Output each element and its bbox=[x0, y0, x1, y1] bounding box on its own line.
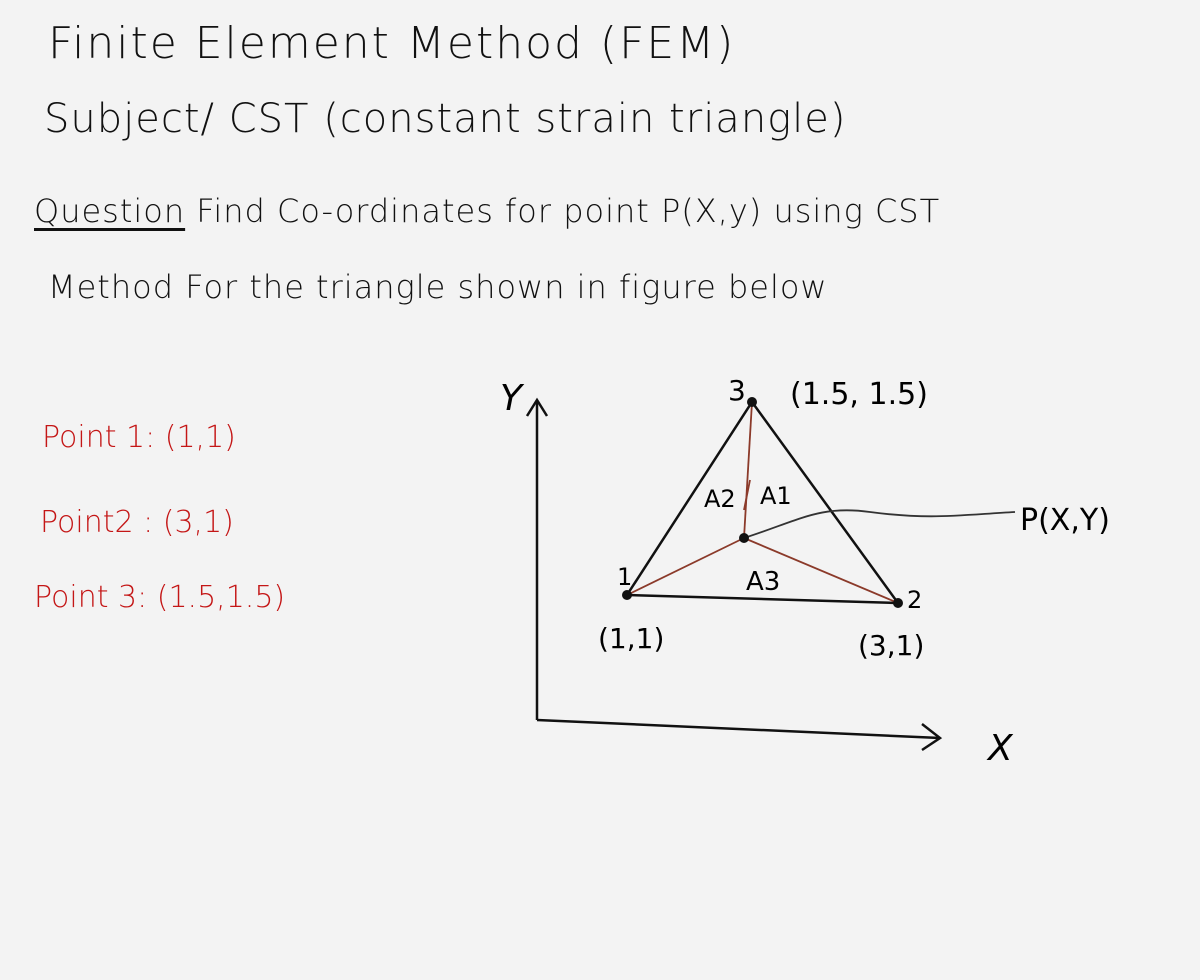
question-text-1: Find Co-ordinates for point P(X,y) using CST bbox=[185, 192, 941, 230]
x-axis-label: X bbox=[988, 728, 1013, 769]
point-1-label: Point 1: (1,1) bbox=[42, 420, 236, 455]
node-1-coord: (1,1) bbox=[598, 622, 665, 655]
point-2-label: Point2 : (3,1) bbox=[40, 505, 234, 540]
node-2-dot bbox=[893, 598, 903, 608]
point-p-label: P(X,Y) bbox=[1020, 503, 1110, 538]
question-label: Question bbox=[34, 192, 186, 230]
x-axis bbox=[537, 720, 940, 738]
question-line-2: Method For the triangle shown in figure below bbox=[48, 268, 828, 306]
node-2-coord: (3,1) bbox=[858, 629, 925, 662]
subject-line: Subject/ CST (constant strain triangle) bbox=[44, 96, 847, 142]
page-title: Finite Element Method (FEM) bbox=[48, 18, 736, 69]
y-axis-label: Y bbox=[500, 378, 522, 419]
node-1-number: 1 bbox=[617, 563, 633, 591]
node-1-dot bbox=[622, 590, 632, 600]
node-3-dot bbox=[747, 397, 757, 407]
node-3-coord: (1.5, 1.5) bbox=[790, 377, 928, 412]
node-2-number: 2 bbox=[907, 586, 923, 614]
area-label-a3: A3 bbox=[746, 567, 781, 597]
area-label-a1: A1 bbox=[760, 482, 792, 510]
point-p-dot bbox=[739, 533, 749, 543]
area-label-a2: A2 bbox=[704, 485, 736, 513]
p-leader-line bbox=[744, 510, 1015, 538]
node-3-number: 3 bbox=[728, 374, 746, 407]
point-3-label: Point 3: (1.5,1.5) bbox=[34, 580, 286, 615]
line-node3-to-p bbox=[744, 402, 752, 538]
